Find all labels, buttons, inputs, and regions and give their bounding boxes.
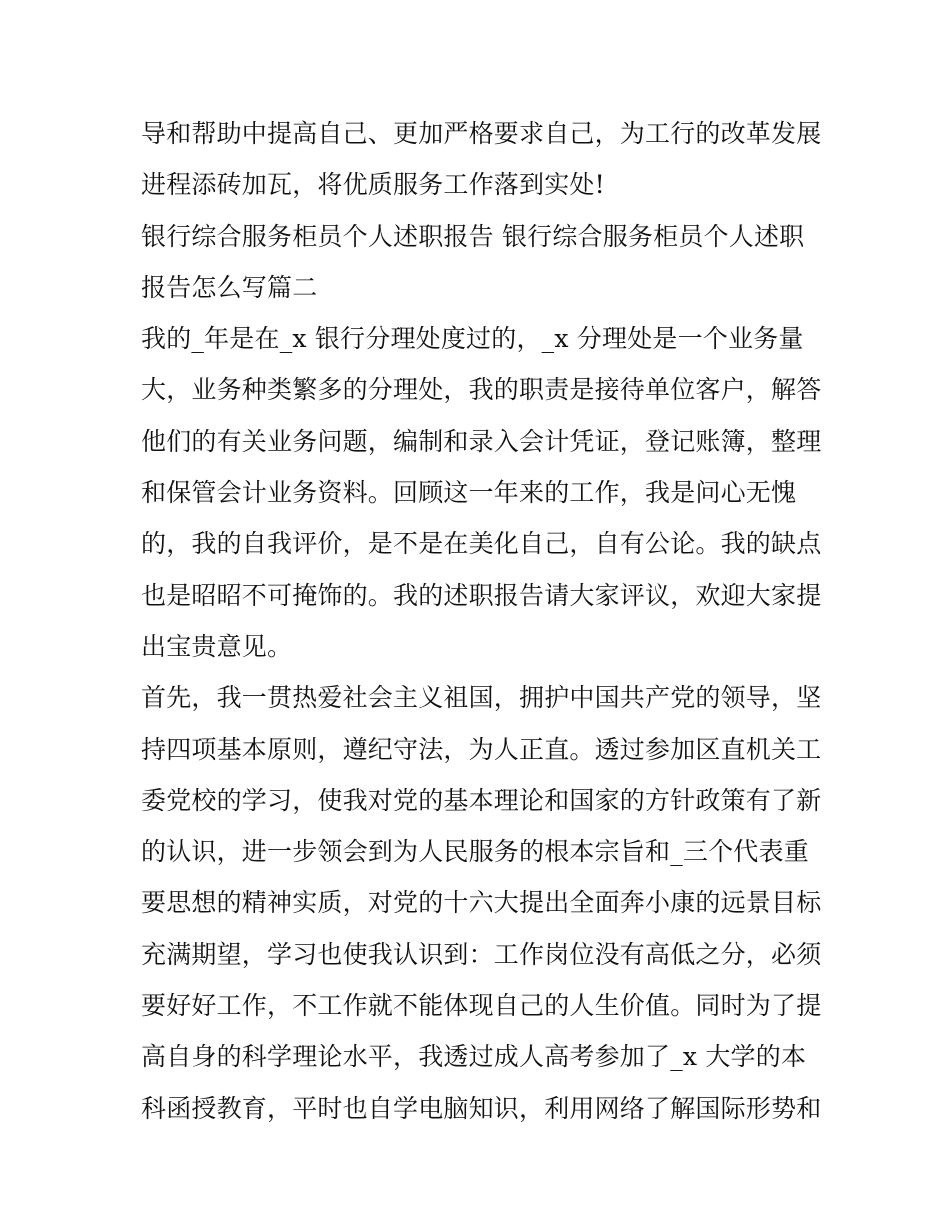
text-line-20: 科函授教育，平时也自学电脑知识，利用网络了解国际形势和 bbox=[141, 1093, 822, 1123]
text-line-12: 首先，我一贯热爱社会主义祖国，拥护中国共产党的领导，坚 bbox=[141, 683, 822, 713]
text-line-15: 的认识，进一步领会到为人民服务的根本宗旨和_三个代表重 bbox=[141, 837, 809, 867]
text-line-7: 他们的有关业务问题，编制和录入会计凭证，登记账簿，整理 bbox=[141, 426, 822, 456]
text-line-1: 导和帮助中提高自己、更加严格要求自己，为工行的改革发展 bbox=[141, 119, 822, 148]
text-line-13: 持四项基本原则，遵纪守法，为人正直。透过参加区直机关工 bbox=[141, 734, 822, 764]
text-line-17: 充满期望，学习也使我认识到：工作岗位没有高低之分，必须 bbox=[141, 939, 822, 969]
text-line-11: 出宝贵意见。 bbox=[141, 631, 293, 661]
section-heading-line-2: 报告怎么写篇二 bbox=[141, 272, 318, 302]
text-line-14: 委党校的学习，使我对党的基本理论和国家的方针政策有了新 bbox=[141, 785, 822, 815]
text-line-18: 要好好工作，不工作就不能体现自己的人生价值。同时为了提 bbox=[141, 991, 822, 1021]
text-line-2: 进程添砖加瓦，将优质服务工作落到实处! bbox=[141, 170, 605, 200]
text-line-8: 和保管会计业务资料。回顾这一年来的工作，我是问心无愧 bbox=[141, 478, 797, 508]
section-heading-line-1: 银行综合服务柜员个人述职报告 银行综合服务柜员个人述职 bbox=[141, 221, 805, 251]
text-line-6: 大，业务种类繁多的分理处，我的职责是接待单位客户，解答 bbox=[141, 375, 822, 405]
text-line-5: 我的_年是在_x 银行分理处度过的，_x 分理处是一个业务量 bbox=[141, 324, 804, 354]
text-line-9: 的，我的自我评价，是不是在美化自己，自有公论。我的缺点 bbox=[141, 529, 822, 559]
text-line-19: 高自身的科学理论水平，我透过成人高考参加了_x 大学的本 bbox=[141, 1042, 807, 1072]
text-line-10: 也是昭昭不可掩饰的。我的述职报告请大家评议，欢迎大家提 bbox=[141, 580, 822, 610]
text-line-16: 要思想的精神实质，对党的十六大提出全面奔小康的远景目标 bbox=[141, 888, 822, 918]
document-body bbox=[141, 108, 821, 1134]
